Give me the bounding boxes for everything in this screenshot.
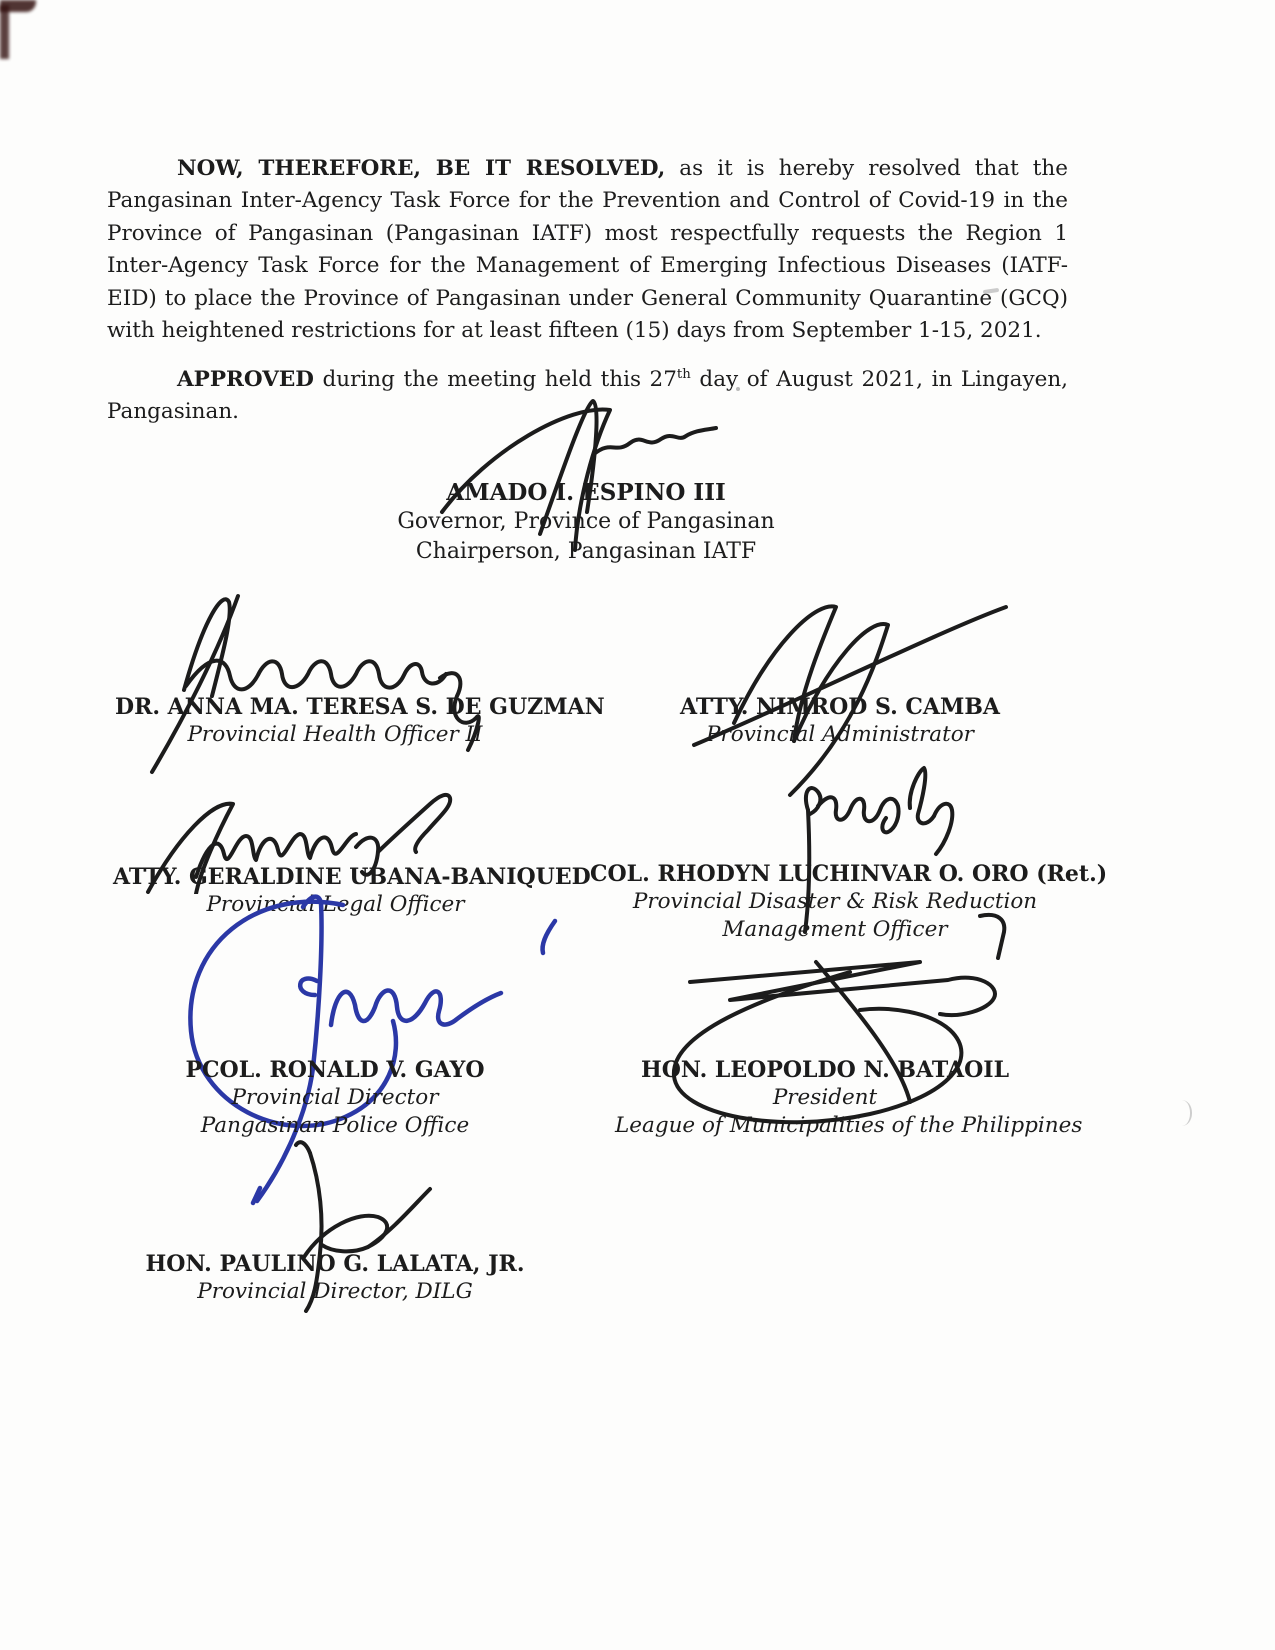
scan-artifact-speck [1182,1100,1192,1126]
ordinal-superscript: th [676,366,691,382]
signatory-title: Provincial Legal Officer [206,892,465,917]
approved-word-bold: APPROVED [177,366,314,392]
signatory-name: PCOL. RONALD V. GAYO [185,1057,485,1083]
signatory-title: Pangasinan Police Office [200,1112,470,1138]
signatory-title: President [772,1085,878,1110]
signatory-name: COL. RHODYN LUCHINVAR O. ORO (Ret.) [590,861,1108,887]
resolved-clause-bold: NOW, THEREFORE, BE IT RESOLVED, [177,155,666,181]
signatory-title: Governor, Province of Pangasinan [397,509,775,534]
signatory-name: HON. LEOPOLDO N. BATAOIL [640,1057,1010,1083]
approved-paragraph [107,364,1068,429]
signatory-block-camba [640,693,1040,749]
signatory-name: HON. PAULINO G. LALATA, JR. [145,1251,525,1277]
signatory-name: DR. ANNA MA. TERESA S. DE GUZMAN [115,694,605,720]
signatory-block-oro [590,860,1108,943]
signatory-title: Provincial Director [231,1085,439,1110]
signatory-title: Chairperson, Pangasinan IATF [415,539,757,564]
scan-artifact-corner [0,5,9,59]
signatory-block-de-guzman [115,693,605,749]
signatory-name: ATTY. NIMROD S. CAMBA [680,694,1000,720]
signatory-block-espino [386,479,786,567]
signatory-block-bataoil [615,1056,1083,1139]
signatory-title: Provincial Health Officer II [187,722,483,747]
signatory-block-lalata [135,1250,535,1306]
signatory-block-gayo [135,1056,535,1139]
signature-gayo [135,873,580,1213]
signatory-title: League of Municipalities of the Philippines [615,1112,1083,1138]
signatory-name: ATTY. GERALDINE UBANA-BANIQUED [113,864,591,890]
resolved-paragraph [107,153,1068,349]
signatory-title: Provincial Disaster & Risk Reduction [632,889,1038,914]
signature-camba [678,583,1012,801]
signatory-name: AMADO I. ESPINO III [446,479,726,506]
signatory-title: Provincial Administrator [706,722,974,747]
signatory-title: Provincial Director, DILG [197,1279,473,1304]
resolved-clause-text: as it is hereby resolved that the Pangasinan Inter-Agency Task Force for the Prevention and Control of Covid-19 in the Province of Pangasinan (Pangasinan IATF) most respectfully requests the Region 1 Inter-Agency Task Force for the Management of Emerging Infectious Diseases (IATF-EID) to place the Province of Pangasinan under General Community Quarantine (GCQ) with heightened restrictions for at least fifteen (15) days from September 1-15, 2021. [107,155,1068,344]
signatory-title: Management Officer [722,916,948,942]
signatory-block-ubana-baniqued [113,863,591,919]
approved-text: during the meeting held this 27 [313,366,677,392]
approved-text-end: day of August 2021, in Lingayen, Pangasinan. [107,366,1068,425]
